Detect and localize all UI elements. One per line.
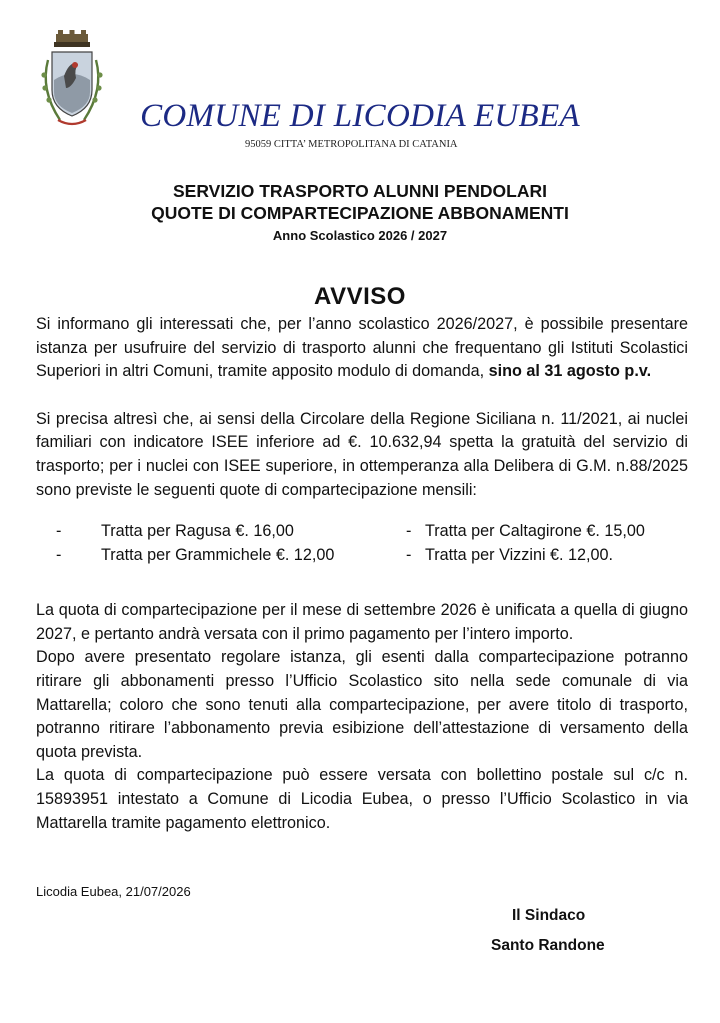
list-dash: -: [406, 522, 412, 541]
list-dash: -: [56, 546, 62, 565]
route-caltagirone: Tratta per Caltagirone €. 15,00: [425, 522, 645, 541]
paragraph-2: Si precisa altresì che, ai sensi della Circolare della Regione Siciliana n. 11/2021, ai nuclei familiari con indicatore ISEE inferiore ad €. 10.632,94 spetta la gratuità del servizio di trasporto; per i nuclei con ISEE superiore, in ottemperanza alla Delibera di G.M. n.88/2025 sono previste le seguenti quote di compartecipazione mensili:: [36, 409, 688, 499]
signature-role: Il Sindaco: [512, 907, 586, 924]
title-line-1: SERVIZIO TRASPORTO ALUNNI PENDOLARI: [172, 181, 547, 201]
route-ragusa: Tratta per Ragusa €. 16,00: [101, 522, 294, 541]
list-item: [406, 520, 645, 544]
list-dash: -: [406, 546, 412, 565]
notice-body: [36, 313, 688, 835]
title-line-2: QUOTE DI COMPARTECIPAZIONE ABBONAMENTI: [151, 203, 569, 223]
paragraph-1-text: Si informano gli interessati che, per l’anno scolastico 2026/2027, è possibile presentare istanza per usufruire del servizio di trasporto alunni che frequentano gli Istituti Scolastici Superiori in altri Comuni, tramite apposito modulo di domanda,: [36, 315, 688, 381]
list-item: [56, 520, 294, 544]
comune-subtitle: 95059 CITTA’ METROPOLITANA DI CATANIA: [245, 139, 458, 150]
list-item: [406, 544, 613, 568]
paragraph-5: La quota di compartecipazione può essere versata con bollettino postale sul c/c n. 15893951 intestato a Comune di Licodia Eubea, o presso l’Ufficio Scolastico in via Mattarella tramite pagamento elettronico.: [36, 766, 688, 832]
paragraph-4: Dopo avere presentato regolare istanza, gli esenti dalla compartecipazione potranno ritirare gli abbonamenti presso l’Ufficio Scolastico sito nella sede comunale di via Mattarella; coloro che sono tenuti alla compartecipazione, per avere titolo di trasporto, potranno ritirare l’abbonamento previa esibizione dell’attestazione di versamento della quota prevista.: [36, 648, 688, 761]
route-vizzini: Tratta per Vizzini €. 12,00.: [425, 546, 614, 565]
signature-name: Santo Randone: [491, 937, 605, 954]
avviso-heading: AVVISO: [314, 283, 406, 310]
paragraph-1: [36, 313, 688, 384]
route-fees-list: [36, 520, 688, 568]
deadline: sino al 31 agosto p.v.: [488, 362, 652, 381]
route-grammichele: Tratta per Grammichele €. 12,00: [101, 546, 335, 565]
notice-date: Licodia Eubea, 21/07/2026: [36, 884, 191, 899]
notice-titles: [0, 180, 720, 246]
paragraph-3: La quota di compartecipazione per il mese di settembre 2026 è unificata a quella di giugno 2027, e pertanto andrà versata con il primo pagamento per l’intero importo.: [36, 601, 688, 643]
list-item: [56, 544, 334, 568]
comune-name: COMUNE DI LICODIA EUBEA: [140, 98, 580, 134]
list-dash: -: [56, 522, 62, 541]
school-year: Anno Scolastico 2026 / 2027: [272, 228, 448, 243]
